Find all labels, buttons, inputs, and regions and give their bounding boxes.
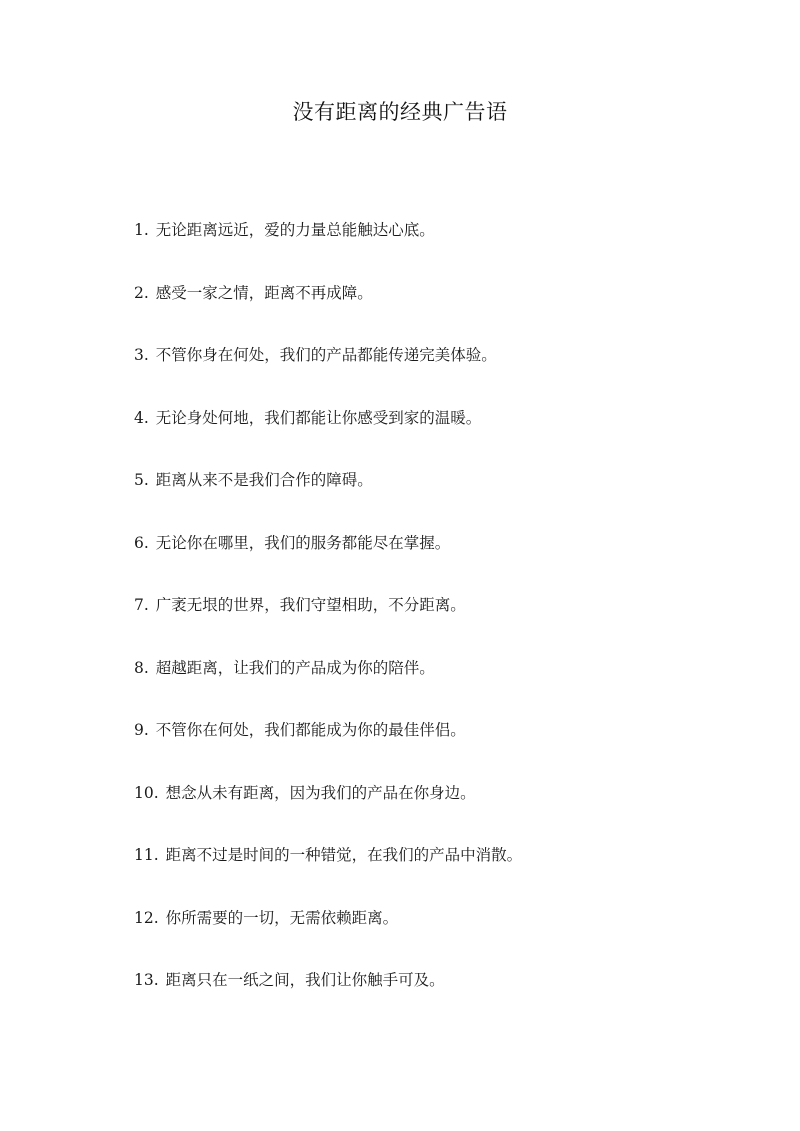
list-item	[134, 340, 734, 403]
list-item	[134, 590, 734, 653]
item-number: 3.	[134, 346, 149, 364]
item-number: 1.	[134, 221, 149, 239]
list-item	[134, 715, 734, 778]
list-item	[134, 528, 734, 591]
item-text: 距离不过是时间的一种错觉，在我们的产品中消散。	[165, 846, 523, 864]
item-number: 2.	[134, 283, 149, 302]
item-number: 4.	[134, 408, 149, 427]
slogan-list	[134, 215, 734, 1028]
list-item	[134, 903, 734, 966]
item-text: 不管你在何处，我们都能成为你的最佳伴侣。	[155, 721, 466, 739]
item-number: 5.	[134, 471, 149, 489]
list-item	[134, 278, 734, 341]
item-text: 无论身处何地，我们都能让你感受到家的温暖。	[155, 408, 482, 427]
document-title: 没有距离的经典广告语	[292, 100, 508, 124]
item-text: 距离只在一纸之间，我们让你触手可及。	[165, 971, 445, 989]
list-item	[134, 403, 734, 466]
item-text: 不管你身在何处，我们的产品都能传递完美体验。	[155, 346, 497, 364]
item-number: 9.	[134, 721, 149, 739]
list-item	[134, 840, 734, 903]
item-text: 想念从未有距离，因为我们的产品在你身边。	[165, 783, 476, 802]
item-number: 11.	[134, 846, 159, 864]
list-item	[134, 465, 734, 528]
list-item	[134, 215, 734, 278]
item-text: 感受一家之情，距离不再成障。	[155, 283, 373, 302]
list-item	[134, 778, 734, 841]
item-number: 8.	[134, 658, 149, 677]
item-text: 无论你在哪里，我们的服务都能尽在掌握。	[155, 533, 451, 552]
item-text: 你所需要的一切，无需依赖距离。	[165, 908, 399, 927]
item-number: 6.	[134, 533, 149, 552]
item-text: 超越距离，让我们的产品成为你的陪伴。	[155, 658, 435, 677]
item-number: 13.	[134, 971, 159, 989]
item-number: 12.	[134, 908, 159, 927]
item-text: 广袤无垠的世界，我们守望相助，不分距离。	[155, 596, 466, 614]
list-item	[134, 653, 734, 716]
item-number: 10.	[134, 783, 159, 802]
item-text: 无论距离远近，爱的力量总能触达心底。	[155, 221, 435, 239]
list-item	[134, 965, 734, 1028]
item-text: 距离从来不是我们合作的障碍。	[155, 471, 373, 489]
item-number: 7.	[134, 596, 149, 614]
